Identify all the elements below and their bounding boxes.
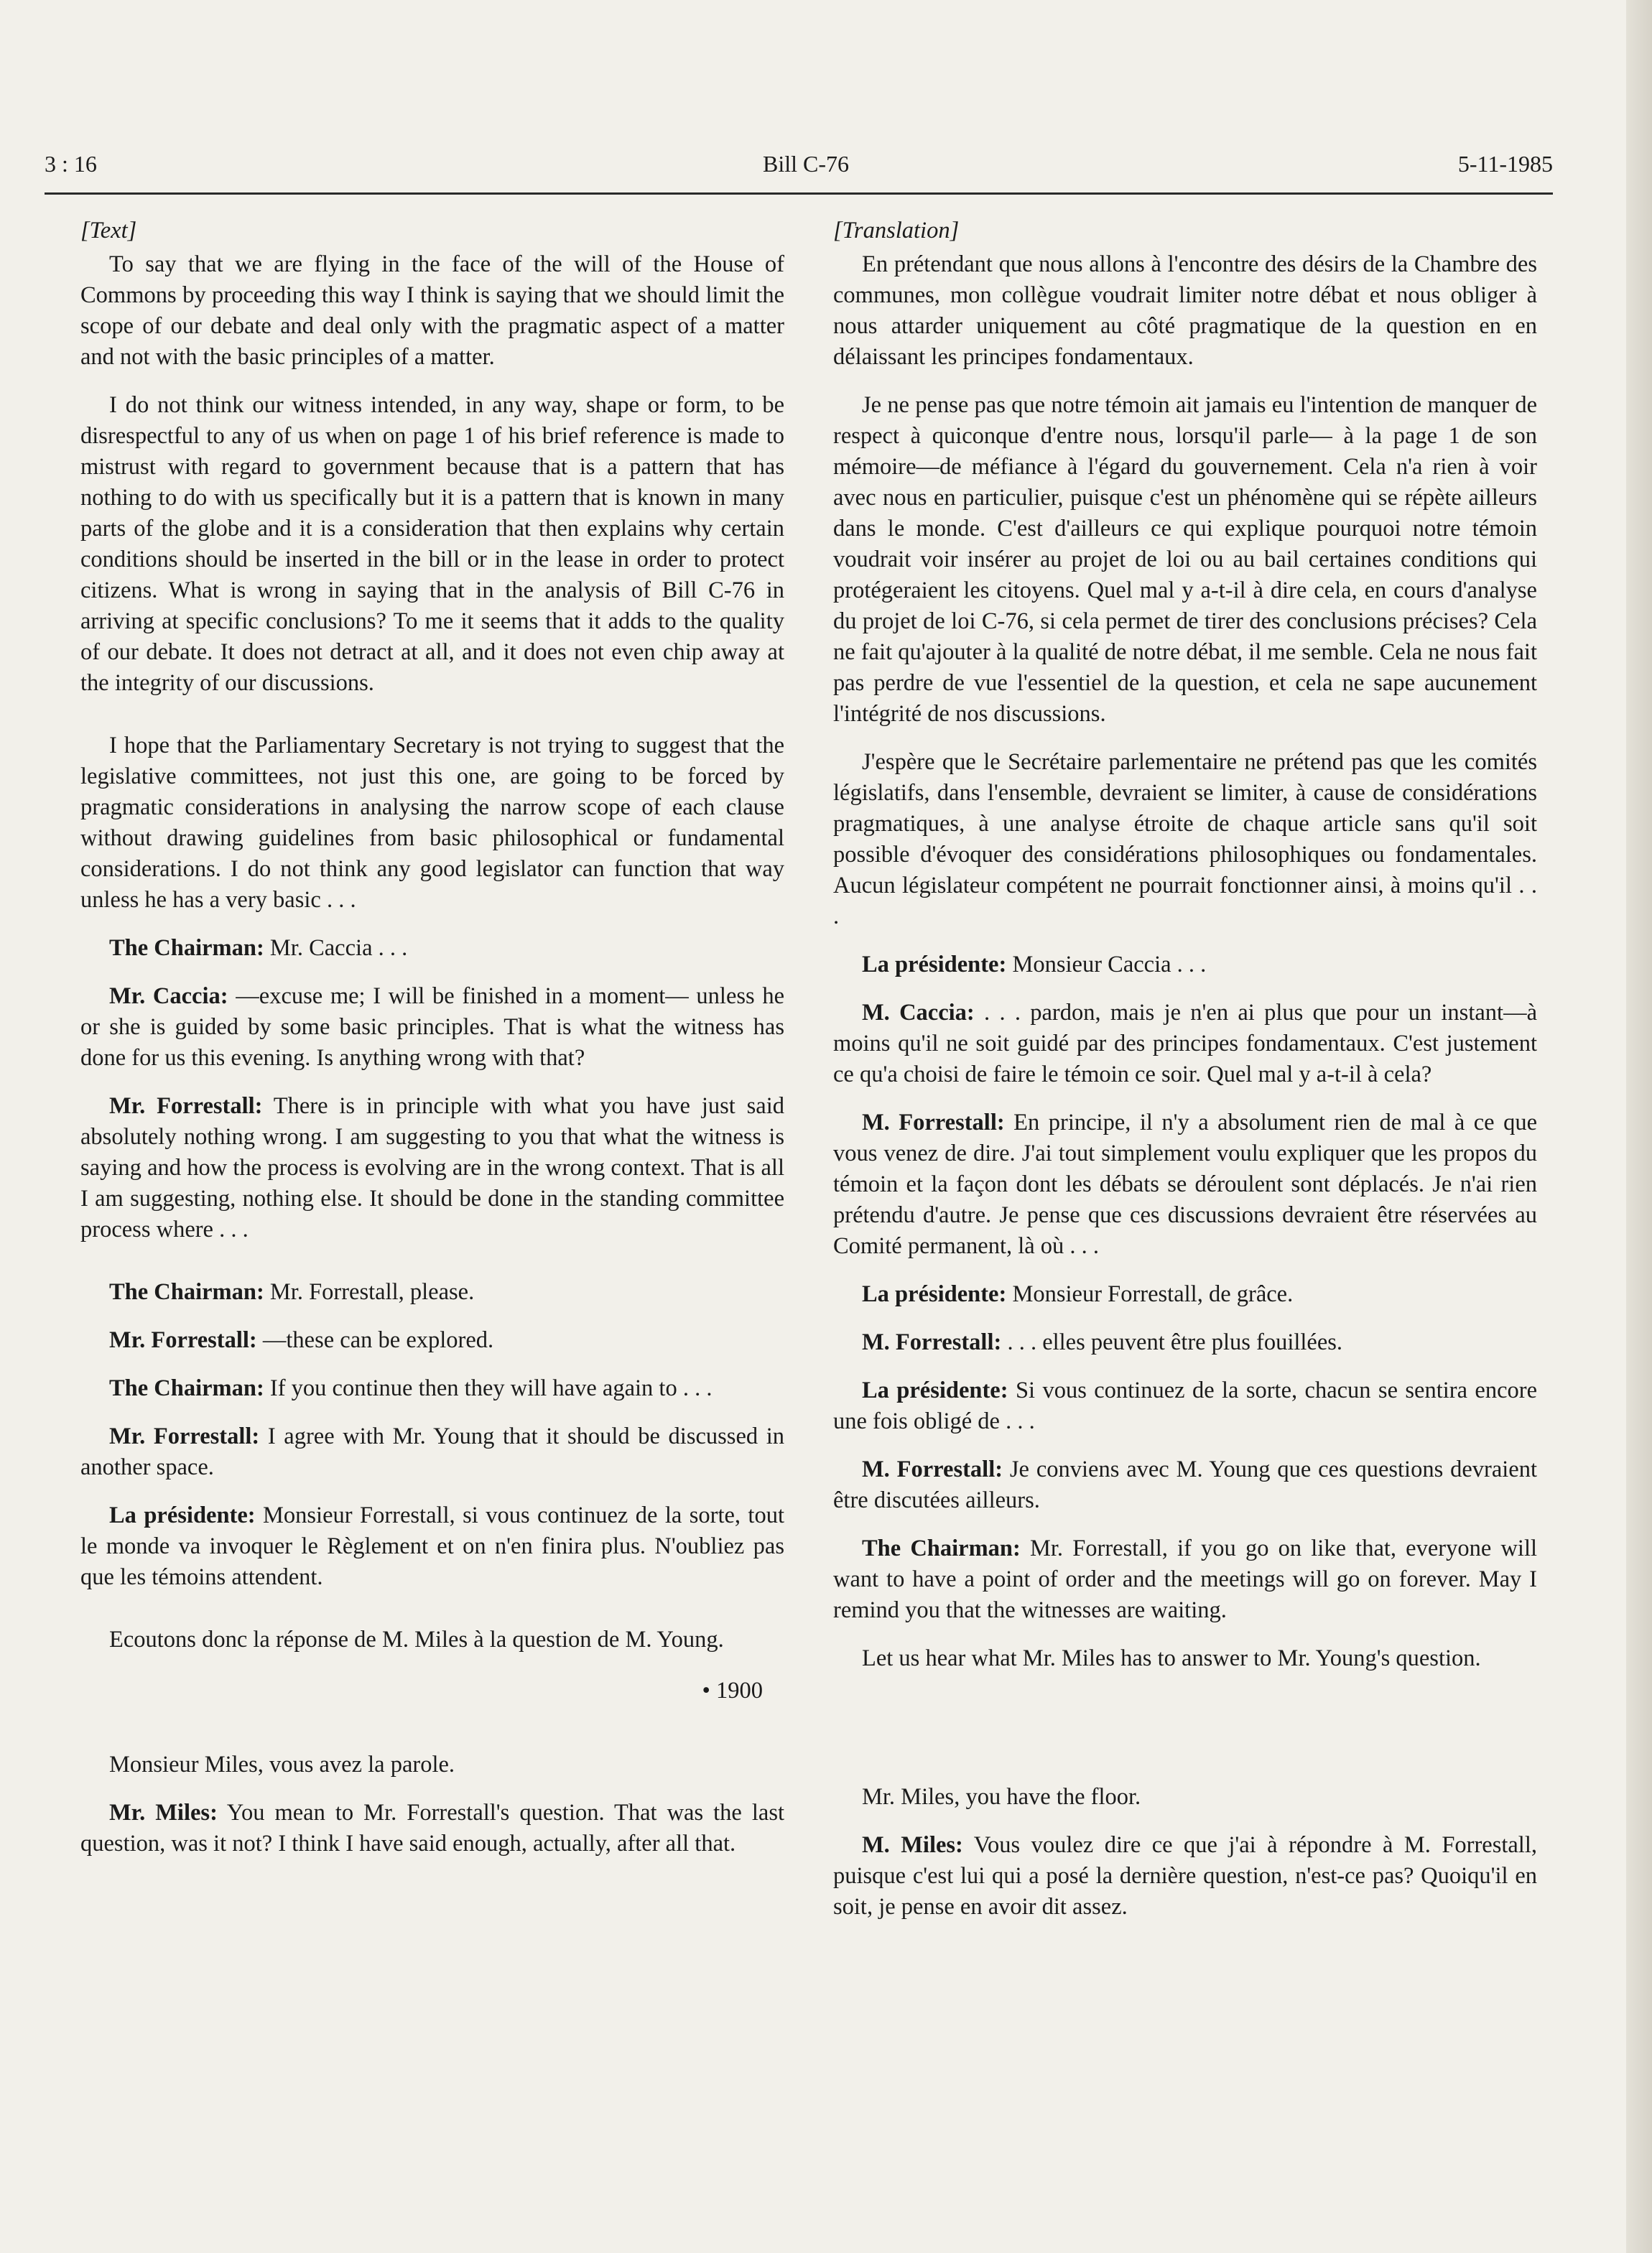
translation-label: [Translation] bbox=[833, 218, 960, 243]
speech: Mr. Forrestall, if you go on like that, everyone will want to have a point of order and the meetings will go on forever. May I remind you that the witnesses are waiting. bbox=[833, 1536, 1538, 1623]
paragraph: Mr. Miles, you have the floor. bbox=[862, 1784, 1141, 1810]
speaker-turn bbox=[80, 1277, 784, 1308]
speaker-turn bbox=[833, 949, 1537, 980]
speaker-name: The Chairman: bbox=[109, 1375, 264, 1401]
page-number: 3 : 16 bbox=[45, 151, 97, 177]
paragraph: I hope that the Parliamentary Secretary is not trying to suggest that the legislative committees, not just this one, are going to be forced by pragmatic considerations in analysing the narrow scope of each clause without drawing guidelines from basic philosophical or fundamental considerations. I do not think any good legislator can function that way unless he has a very basic . . . bbox=[80, 733, 784, 913]
speaker-name: The Chairman: bbox=[862, 1536, 1021, 1561]
paragraph: J'espère que le Secrétaire parlementaire ne prétend pas que les comités législatifs, dans l'ensemble, devraient se limiter, à cause de considérations pragmatiques, à une analyse étroite de chaque article sans qu'il soit possible d'évoquer des considérations philosophiques ou fondamentales. Aucun législateur compétent ne pourrait fonctionner ainsi, à moins qu'il . . . bbox=[833, 749, 1537, 929]
speech: Vous voulez dire ce que j'ai à répondre à M. Forrestall, puisque c'est lui qui a posé la dernière question, n'est-ce pas? Quoiqu'il en soit, je pense en avoir dit assez. bbox=[833, 1832, 1537, 1920]
speech: —excuse me; I will be finished in a moment— unless he or she is guided by some basic principles. That is what the witness has done for us this evening. Is anything wrong with that? bbox=[80, 983, 785, 1071]
speaker-turn bbox=[80, 1798, 784, 1859]
speech: Si vous continuez de la sorte, chacun se sentira encore une fois obligé de . . . bbox=[833, 1378, 1537, 1434]
speaker-name: M. Miles: bbox=[862, 1832, 963, 1858]
speaker-name: M. Forrestall: bbox=[862, 1110, 1005, 1135]
paragraph: En prétendant que nous allons à l'encontre des désirs de la Chambre des communes, mon collègue voudrait limiter notre débat et nous obliger à nous attarder uniquement au côté pragmatique de la question en en délaissant les principes fondamentaux. bbox=[833, 251, 1537, 370]
speaker-turn bbox=[80, 1091, 784, 1245]
speaker-name: Mr. Forrestall: bbox=[109, 1093, 263, 1119]
speaker-turn bbox=[80, 1421, 784, 1483]
speech: If you continue then they will have again to . . . bbox=[269, 1375, 713, 1401]
speaker-turn bbox=[833, 1327, 1537, 1358]
speech: Mr. Caccia . . . bbox=[269, 935, 408, 961]
speaker-turn bbox=[833, 1279, 1537, 1310]
paragraph: Monsieur Miles, vous avez la parole. bbox=[109, 1752, 455, 1778]
speaker-name: Mr. Miles: bbox=[109, 1800, 218, 1826]
speaker-turn bbox=[833, 1107, 1537, 1262]
speech: Monsieur Forrestall, de grâce. bbox=[1012, 1281, 1294, 1307]
speaker-name: La présidente: bbox=[109, 1502, 256, 1528]
text-label: [Text] bbox=[80, 218, 137, 243]
speaker-name: M. Forrestall: bbox=[862, 1329, 1002, 1355]
speech: —these can be explored. bbox=[262, 1327, 494, 1353]
speaker-turn bbox=[80, 1325, 784, 1356]
paragraph: Ecoutons donc la réponse de M. Miles à la question de M. Young. bbox=[109, 1627, 724, 1653]
speech: I agree with Mr. Young that it should be discussed in another space. bbox=[80, 1423, 785, 1480]
speech: Monsieur Forrestall, si vous continuez de la sorte, tout le monde va invoquer le Règlement et on n'en finira plus. N'oubliez pas que les témoins attendent. bbox=[80, 1502, 784, 1590]
speaker-turn bbox=[80, 1500, 784, 1593]
speaker-turn bbox=[833, 1454, 1537, 1516]
paragraph: I do not think our witness intended, in any way, shape or form, to be disrespectful to any of us when on page 1 of his brief reference is made to mistrust with regard to government because that is a pattern that has nothing to do with us specifically but it is a pattern that is known in many parts of the globe and it is a consideration that then explains why certain conditions should be inserted in the bill or in the lease in order to protect citizens. What is wrong in saying that in the analysis of Bill C-76 in arriving at specific conclusions? To me it seems that it adds to the quality of our debate. It does not detract at all, and it does not even chip away at the integrity of our discussions. bbox=[80, 392, 784, 696]
speech: You mean to Mr. Forrestall's question. That was the last question, was it not? I think I have said enough, actually, after all that. bbox=[80, 1800, 785, 1857]
speaker-turn bbox=[833, 1830, 1537, 1923]
speech: Monsieur Caccia . . . bbox=[1012, 952, 1207, 977]
text-column-english bbox=[80, 215, 784, 1877]
paragraph: Let us hear what Mr. Miles has to answer to Mr. Young's question. bbox=[862, 1645, 1481, 1671]
speaker-name: Mr. Forrestall: bbox=[109, 1423, 260, 1449]
speech: En principe, il n'y a absolument rien de mal à ce que vous venez de dire. J'ai tout simplement voulu expliquer que les propos du témoin et la façon dont les débats se déroulent sont déplacés. Je n'ai rien prétendu d'autre. Je pense que ces discussions devraient être réservées au Comité permanent, là où . . . bbox=[833, 1110, 1537, 1259]
speech: There is in principle with what you have just said absolutely nothing wrong. I am suggesting to you that what the witness is saying and how the process is evolving are in the wrong context. That is all I am suggesting, nothing else. It should be done in the standing committee process where . . . bbox=[80, 1093, 784, 1242]
speaker-turn bbox=[80, 933, 784, 964]
speaker-turn bbox=[80, 981, 784, 1074]
speaker-turn bbox=[833, 1375, 1537, 1437]
speaker-name: The Chairman: bbox=[109, 1279, 264, 1305]
speaker-turn bbox=[833, 1533, 1537, 1626]
speaker-name: La présidente: bbox=[862, 1281, 1007, 1307]
speaker-name: La présidente: bbox=[862, 952, 1007, 977]
text-column-translation bbox=[833, 215, 1537, 1940]
speaker-turn bbox=[80, 1373, 784, 1404]
speech: . . . elles peuvent être plus fouillées. bbox=[1007, 1329, 1343, 1355]
speaker-name: M. Forrestall: bbox=[862, 1457, 1003, 1482]
bill-title: Bill C-76 bbox=[763, 151, 850, 177]
speech: Mr. Forrestall, please. bbox=[269, 1279, 475, 1305]
speaker-name: Mr. Forrestall: bbox=[109, 1327, 257, 1353]
date: 5-11-1985 bbox=[1457, 151, 1553, 177]
paragraph: Je ne pense pas que notre témoin ait jamais eu l'intention de manquer de respect à quiconque d'entre nous, lorsqu'il parle— à la page 1 de son mémoire—de méfiance à l'égard du gouvernement. Cela n'a rien à voir avec nous en particulier, puisque c'est un phénomène qui se répète ailleurs dans le monde. C'est d'ailleurs ce qui explique pourquoi notre témoin voudrait voir insérer au projet de loi ou au bail certaines conditions qui protégeraient les citoyens. Quel mal y a-t-il à dire cela, en cours d'analyse du projet de loi C-76, si cela permet de tirer des conclusions précises? Cela ne fait qu'ajouter à la qualité de notre débat, il me semble. Cela ne nous fait pas perdre de vue l'essentiel de la question, et cela ne sape aucunement l'intégrité de nos discussions. bbox=[833, 392, 1537, 727]
speech: . . . pardon, mais je n'en ai plus que pour un instant—à moins qu'il ne soit guidé par des principes fondamentaux. C'est justement ce qu'a choisi de faire le témoin ce soir. Quel mal y a-t-il à cela? bbox=[833, 1000, 1537, 1087]
speaker-name: Mr. Caccia: bbox=[109, 983, 228, 1009]
speaker-name: La présidente: bbox=[862, 1378, 1008, 1403]
scan-edge-shadow bbox=[1626, 0, 1652, 2253]
page-header bbox=[45, 142, 1553, 195]
speaker-name: The Chairman: bbox=[109, 935, 264, 961]
time-marker: • 1900 bbox=[702, 1678, 763, 1704]
speech: Je conviens avec M. Young que ces questions devraient être discutées ailleurs. bbox=[833, 1457, 1537, 1513]
paragraph: To say that we are flying in the face of the will of the House of Commons by proceeding this way I think is saying that we should limit the scope of our debate and deal only with the pragmatic aspect of a matter and not with the basic principles of a matter. bbox=[80, 251, 784, 370]
speaker-name: M. Caccia: bbox=[862, 1000, 975, 1026]
speaker-turn bbox=[833, 998, 1537, 1090]
